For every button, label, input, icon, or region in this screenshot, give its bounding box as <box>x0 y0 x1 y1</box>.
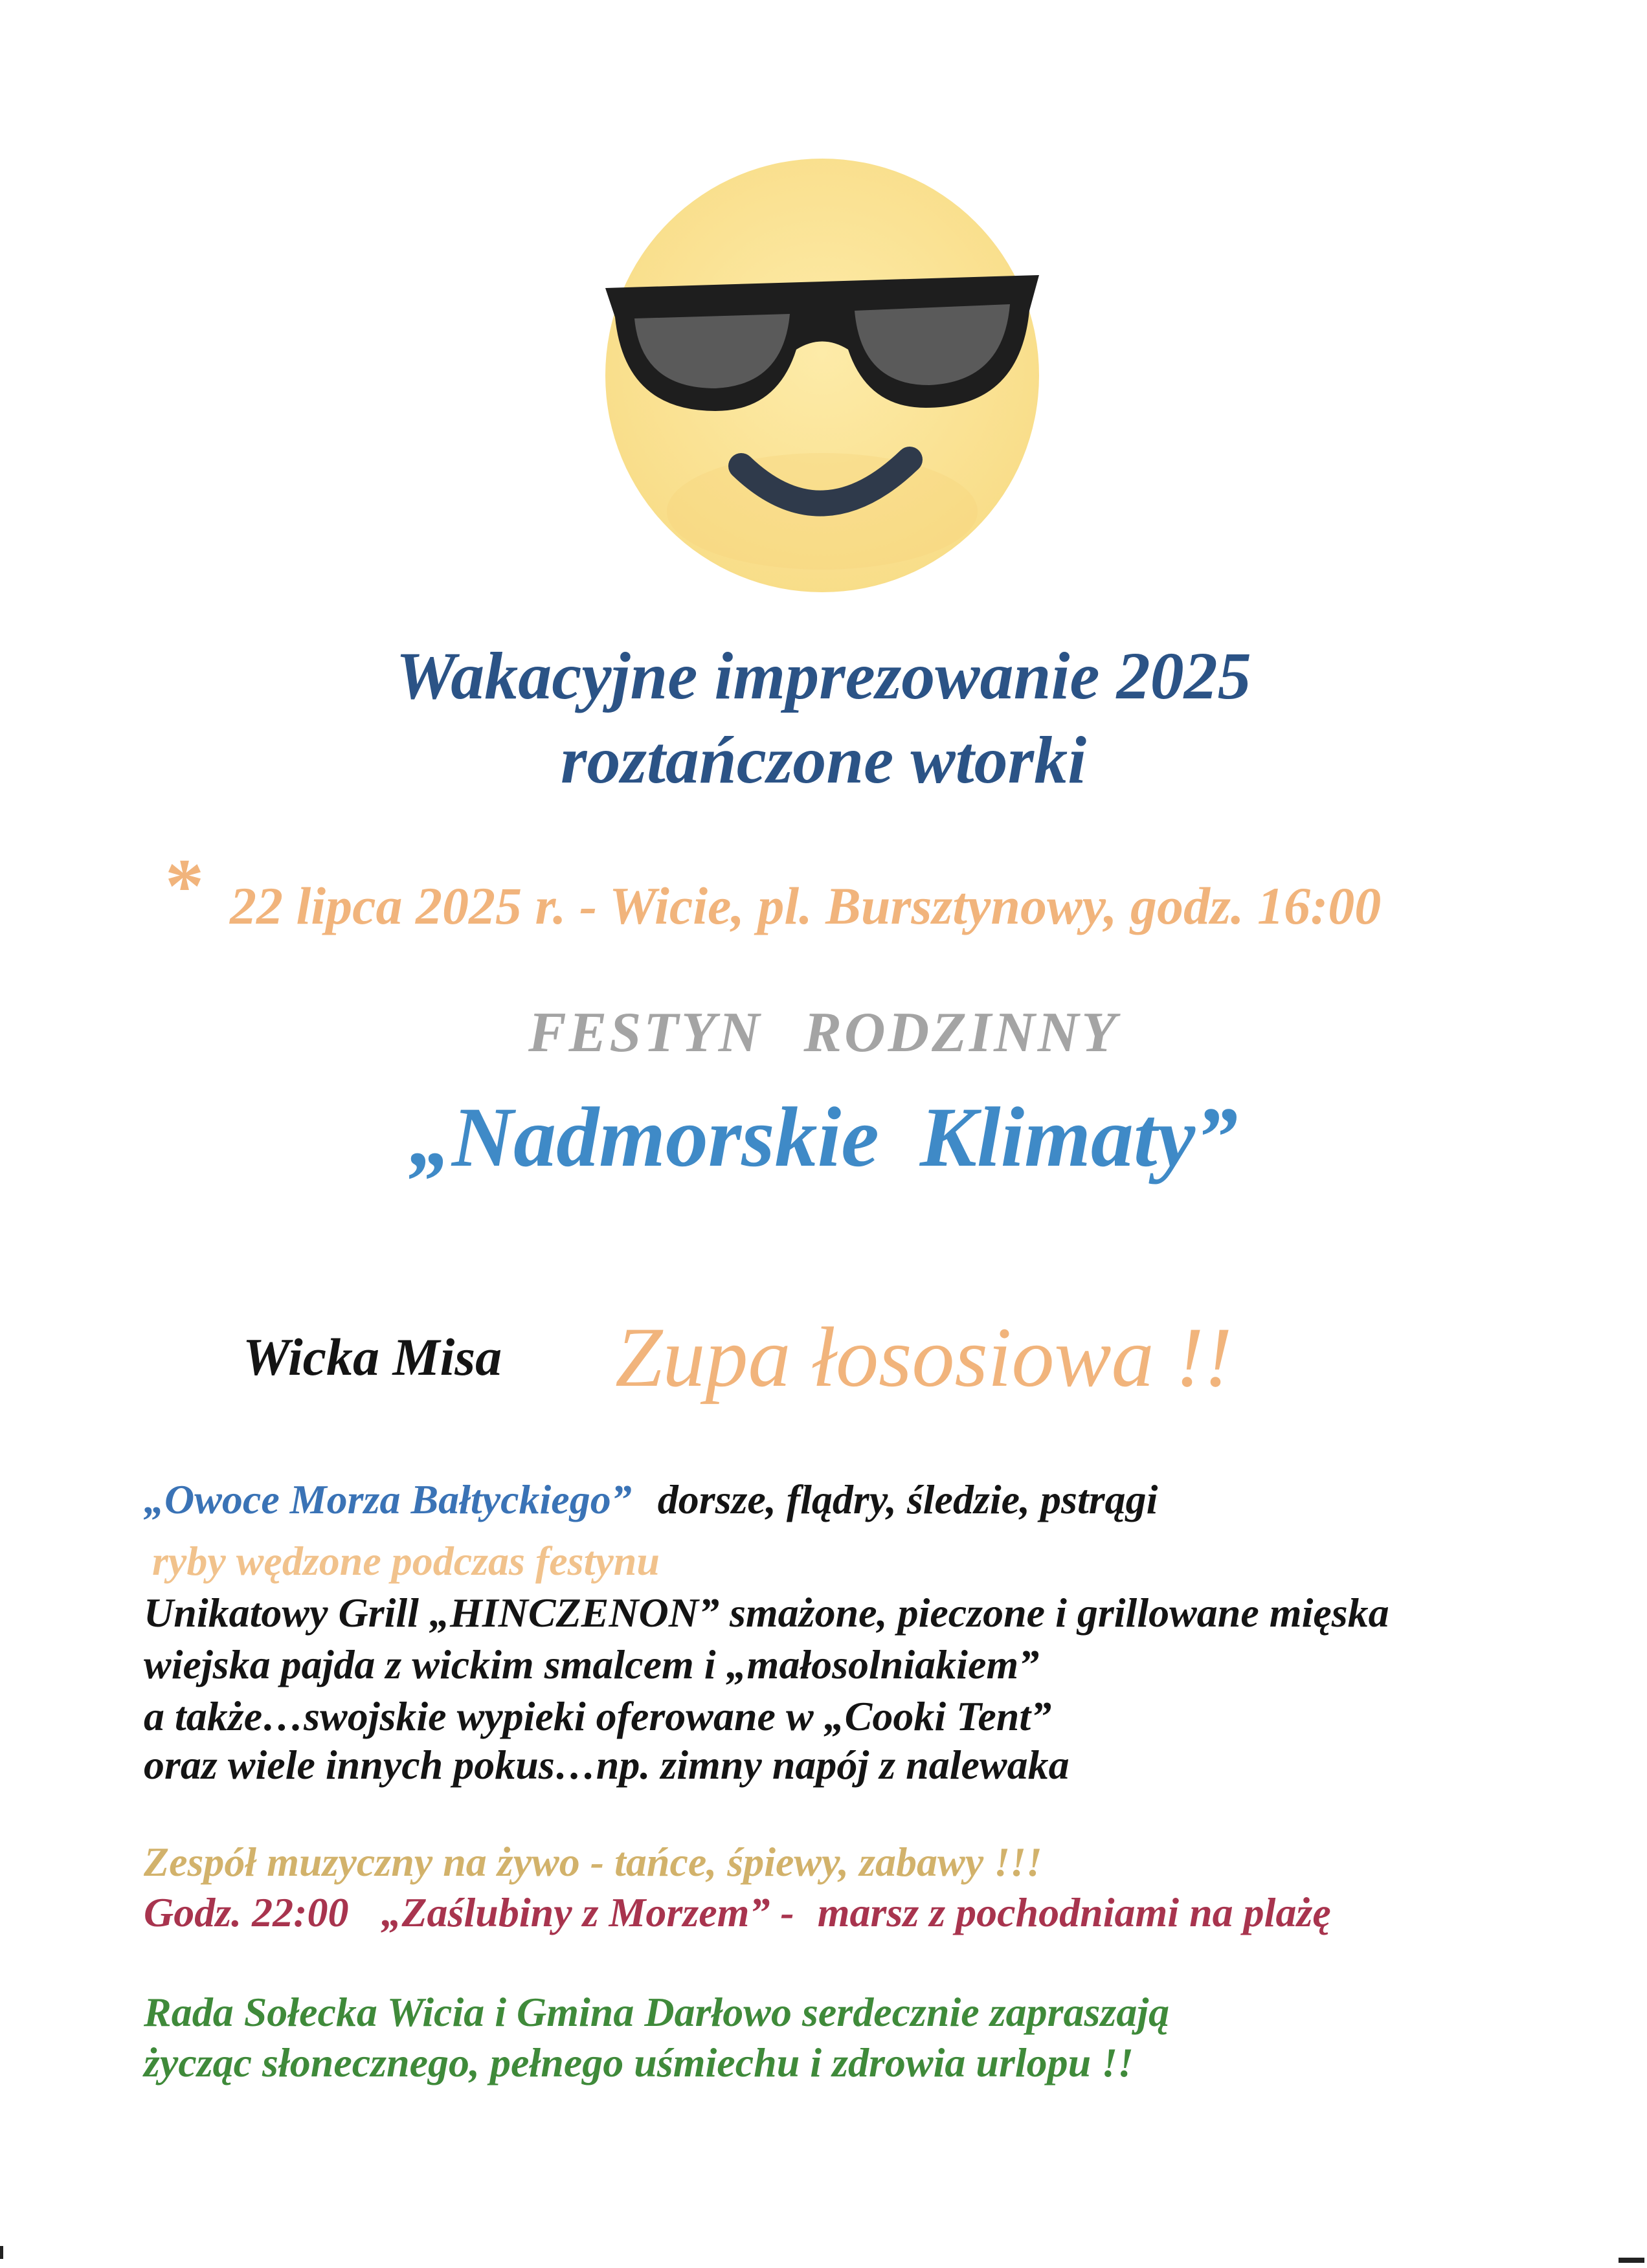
sunglasses-smiley-icon <box>596 149 1049 602</box>
bullet-asterisk: * <box>165 843 204 929</box>
pajda-line: wiejska pajda z wickim smalcem i „małosolniakiem” <box>144 1641 1040 1687</box>
event-date-location: 22 lipca 2025 r. - Wicie, pl. Bursztynowy, godz. 16:00 <box>230 876 1382 935</box>
title-line-2: roztańczone wtorki <box>561 723 1086 797</box>
rodzinny-word: RODZINNY <box>803 1001 1119 1064</box>
owoce-line <box>144 1476 1158 1524</box>
zespol-line: Zespół muzyczny na żywo - tańce, śpiewy, zabawy !!! <box>144 1839 1042 1885</box>
closing-line-2: życząc słonecznego, pełnego uśmiechu i zdrowia urlopu !! <box>144 2040 1134 2085</box>
closing-line-1: Rada Sołecka Wicia i Gmina Darłowo serdecznie zapraszają <box>144 1989 1170 2035</box>
godz-title: „Zaślubiny z Morzem” - <box>381 1889 794 1935</box>
event-name: „Nadmorskie Klimaty” <box>409 1089 1238 1184</box>
godz-time: Godz. 22:00 <box>144 1889 349 1935</box>
wypieki-line: a także…swojskie wypieki oferowane w „Cooki Tent” <box>144 1693 1052 1739</box>
godz-desc: marsz z pochodniami na plażę <box>817 1889 1331 1935</box>
godz-line <box>144 1889 1331 1937</box>
title-line-1: Wakacyjne imprezowanie 2025 <box>396 639 1251 713</box>
grill-line: Unikatowy Grill „HINCZENON” smażone, pieczone i grillowane mięska <box>144 1590 1389 1636</box>
pokusy-line: oraz wiele innych pokus…np. zimny napój z nalewaka <box>144 1742 1070 1788</box>
owoce-title: „Owoce Morza Bałtyckiego” <box>144 1476 632 1522</box>
zupa-lososiowa-title: Zupa łososiowa !! <box>615 1309 1233 1405</box>
scan-mark-right <box>1619 2258 1644 2263</box>
festyn-word: FESTYN <box>528 1001 763 1064</box>
event-date-line <box>165 841 1381 937</box>
festyn-heading <box>0 1000 1647 1065</box>
wicka-misa-label: Wicka Misa <box>243 1328 502 1386</box>
ryby-line: ryby wędzone podczas festynu <box>152 1538 660 1584</box>
owoce-items: dorsze, flądry, śledzie, pstrągi <box>657 1476 1158 1522</box>
scan-mark-left <box>0 2246 3 2259</box>
